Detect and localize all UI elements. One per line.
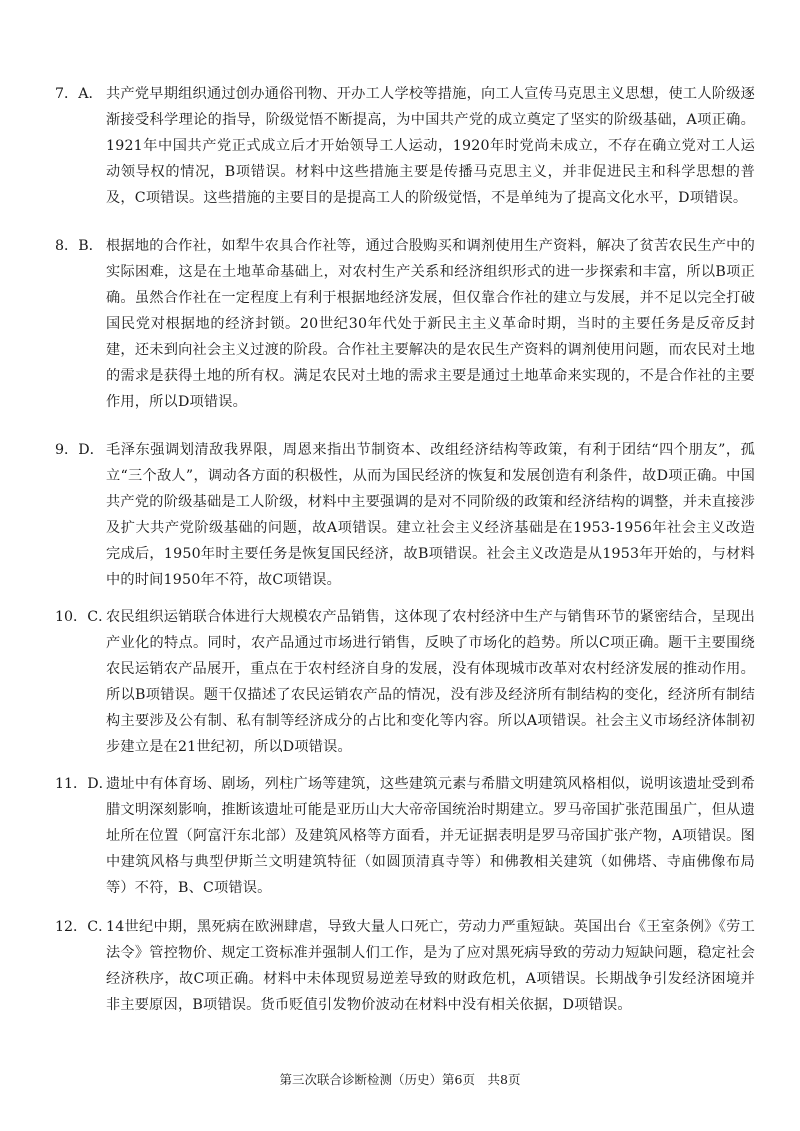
answer-explanation: 14世纪中期，黑死病在欧洲肆虐，导致大量人口死亡，劳动力严重短缺。英国出台《王室条例》《劳工法令》管控物价、规定工资标准并强制人们工作，是为了应对黑死病导致的劳动力短缺问题，稳定社会经济秩序，故C项正确。材料中未体现贸易逆差导致的财政危机，A项错误。长期战争引发经济困境并非主要原因，B项错误。货币贬值引发物价波动在材料中没有相关依据，D项错误。 <box>106 919 755 1013</box>
answer-label: 10．C． <box>55 609 113 625</box>
answer-label: 8．B． <box>55 238 103 254</box>
answer-item-12 <box>55 914 755 1018</box>
answer-item-9 <box>55 437 755 593</box>
answer-explanation: 遗址中有体育场、剧场，列柱广场等建筑，这些建筑元素与希腊文明建筑风格相似，说明该遗址受到希腊文明深刻影响，推断该遗址可能是亚历山大大帝帝国统治时期建立。罗马帝国扩张范围虽广，但从遗址所在位置（阿富汗东北部）及建筑风格等方面看，并无证据表明是罗马帝国扩张产物，A项错误。图中建筑风格与典型伊斯兰文明建筑特征（如圆顶清真寺等）和佛教相关建筑（如佛塔、寺庙佛像布局等）不符，B、C项错误。 <box>106 776 755 896</box>
page-footer: 第三次联合诊断检测（历史）第6页 共8页 <box>279 1072 521 1087</box>
answer-item-7 <box>55 81 755 211</box>
answer-explanation: 共产党早期组织通过创办通俗刊物、开办工人学校等措施，向工人宣传马克思主义思想，使工人阶级逐渐接受科学理论的指导，阶级觉悟不断提高，为中国共产党的成立奠定了坚实的阶级基础，A项正确。1921年中国共产党正式成立后才开始领导工人运动，1920年时党尚未成立，不存在确立党对工人运动领导权的情况，B项错误。材料中这些措施主要是传播马克思主义，并非促进民主和科学思想的普及，C项错误。这些措施的主要目的是提高工人的阶级觉悟，不是单纯为了提高文化水平，D项错误。 <box>106 86 755 206</box>
answer-explanation: 毛泽东强调划清敌我界限，周恩来指出节制资本、改组经济结构等政策，有利于团结“四个朋友”，孤立“三个敌人”，调动各方面的积极性，从而为国民经济的恢复和发展创造有利条件，故D项正确。中国共产党的阶级基础是工人阶级，材料中主要强调的是对不同阶级的政策和经济结构的调整，并未直接涉及扩大共产党阶级基础的问题，故A项错误。建立社会主义经济基础是在1953-1956年社会主义改造完成后，1950年时主要任务是恢复国民经济，故B项错误。社会主义改造是从1953年开始的，与材料中的时间1950年不符，故C项错误。 <box>106 442 755 588</box>
answer-explanation: 农民组织运销联合体进行大规模农产品销售，这体现了农村经济中生产与销售环节的紧密结合，呈现出产业化的特点。同时，农产品通过市场进行销售，反映了市场化的趋势。所以C项正确。题干主要围绕农民运销农产品展开，重点在于农村经济自身的发展，没有体现城市改革对农村经济发展的推动作用。所以B项错误。题干仅描述了农民运销农产品的情况，没有涉及经济所有制结构的变化，经济所有制结构主要涉及公有制、私有制等经济成分的占比和变化等内容。所以A项错误。社会主义市场经济体制初步建立是在21世纪初，所以D项错误。 <box>106 609 755 755</box>
answer-explanation: 根据地的合作社，如犁牛农具合作社等，通过合股购买和调剂使用生产资料，解决了贫苦农民生产中的实际困难，这是在土地革命基础上，对农村生产关系和经济组织形式的进一步探索和丰富，所以B项正确。虽然合作社在一定程度上有利于根据地经济发展，但仅靠合作社的建立与发展，并不足以完全打破国民党对根据地的经济封锁。20世纪30年代处于新民主主义革命时期，当时的主要任务是反帝反封建，还未到向社会主义过渡的阶段。合作社主要解决的是农民生产资料的调剂使用问题，而农民对土地的需求是获得土地的所有权。满足农民对土地的需求主要是通过土地革命来实现的，不是合作社的主要作用，所以D项错误。 <box>106 238 755 410</box>
answer-item-8 <box>55 233 755 415</box>
answer-item-10 <box>55 604 755 760</box>
answer-item-11 <box>55 771 755 901</box>
answer-label: 9．D． <box>55 442 104 458</box>
answer-label: 11．D． <box>55 776 113 792</box>
answer-label: 12．C． <box>55 919 113 935</box>
answer-label: 7．A． <box>55 86 103 102</box>
